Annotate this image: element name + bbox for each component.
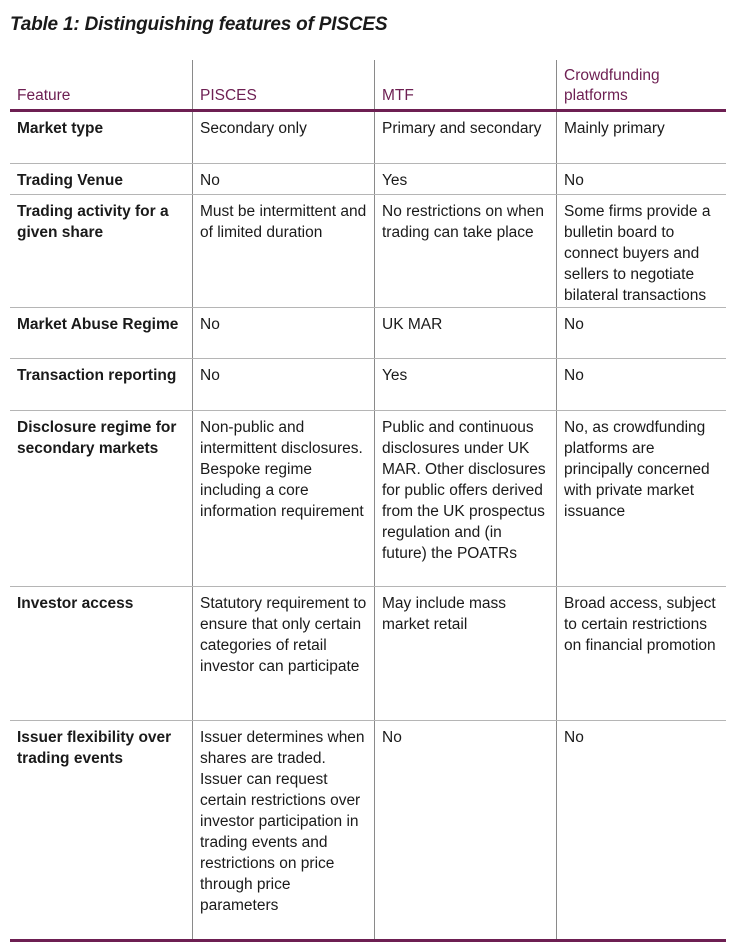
header-pisces: PISCES [192,60,374,109]
pisces-cell: Non-public and intermittent disclosures. Bespoke regime including a core information requirement [192,411,374,586]
feature-cell: Transaction reporting [17,367,177,384]
crowdfunding-cell: Broad access, subject to certain restrictions on financial promotion [556,587,726,720]
table-row [10,308,726,359]
crowdfunding-cell: Mainly primary [556,112,726,163]
pisces-cell: No [192,308,374,358]
header-feature: Feature [17,87,71,104]
pisces-cell: Secondary only [192,112,374,163]
crowdfunding-cell: No [556,308,726,358]
pisces-cell: No [192,164,374,194]
pisces-cell: Issuer determines when shares are traded. Issuer can request certain restrictions over investor participation in trading events and restrictions on price through price parameters [192,721,374,939]
feature-cell: Investor access [17,595,134,612]
feature-cell: Trading Venue [17,172,123,189]
feature-cell: Trading activity for a given share [17,203,169,241]
table-row [10,112,726,164]
feature-cell: Market type [17,120,104,137]
mtf-cell: No [374,721,556,939]
table-row [10,721,726,942]
features-table [10,60,726,942]
crowdfunding-cell: No [556,721,726,939]
pisces-cell: Statutory requirement to ensure that only certain categories of retail investor can participate [192,587,374,720]
crowdfunding-cell: No [556,359,726,410]
mtf-cell: UK MAR [374,308,556,358]
mtf-cell: Primary and secondary [374,112,556,163]
crowdfunding-cell: Some firms provide a bulletin board to connect buyers and sellers to negotiate bilateral transactions [556,195,726,307]
crowdfunding-cell: No [556,164,726,194]
header-mtf: MTF [374,60,556,109]
mtf-cell: No restrictions on when trading can take place [374,195,556,307]
table-row [10,195,726,308]
mtf-cell: Yes [374,359,556,410]
table-row [10,359,726,411]
feature-cell: Disclosure regime for secondary markets [17,419,177,457]
feature-cell: Issuer flexibility over trading events [17,729,172,767]
pisces-cell: Must be intermittent and of limited duration [192,195,374,307]
table-row [10,164,726,195]
table-row [10,411,726,587]
header-crowdfunding: Crowdfunding platforms [556,60,726,109]
table-row [10,587,726,721]
pisces-cell: No [192,359,374,410]
mtf-cell: Public and continuous disclosures under UK MAR. Other disclosures for public offers derived from the UK prospectus regulation and (in future) the POATRs [374,411,556,586]
table-caption: Table 1: Distinguishing features of PISCES [10,14,388,35]
crowdfunding-cell: No, as crowdfunding platforms are principally concerned with private market issuance [556,411,726,586]
mtf-cell: May include mass market retail [374,587,556,720]
table-header-row [10,60,726,112]
mtf-cell: Yes [374,164,556,194]
feature-cell: Market Abuse Regime [17,316,179,333]
